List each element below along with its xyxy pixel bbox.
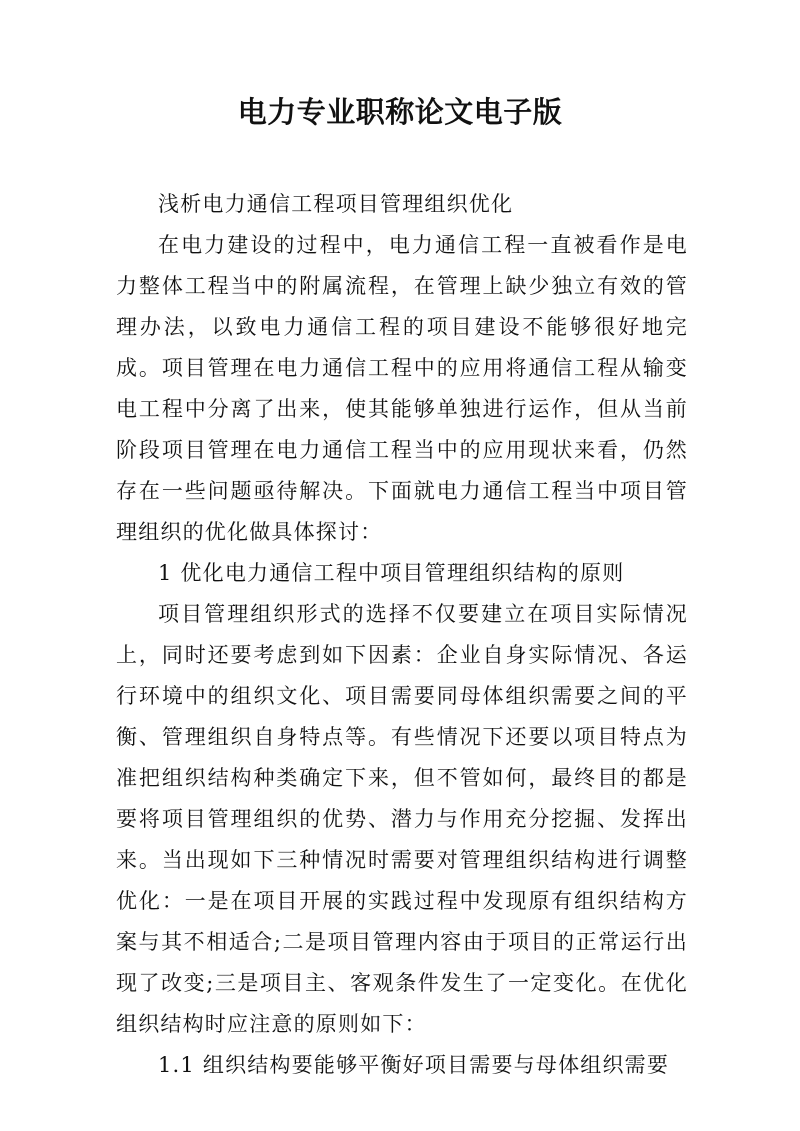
intro-paragraph: 在电力建设的过程中，电力通信工程一直被看作是电力整体工程当中的附属流程，在管理上缺少独立有效的管理办法，以致电力通信工程的项目建设不能够很好地完成。项目管理在电力通信工程中的应用将通信工程从输变电工程中分离了出来，使其能够单独进行运作，但从当前阶段项目管理在电力通信工程当中的应用现状来看，仍然存在一些问题亟待解决。下面就电力通信工程当中项目管理组织的优化做具体探讨： bbox=[116, 233, 688, 544]
section-heading-1: 1 优化电力通信工程中项目管理组织结构的原则 bbox=[158, 561, 625, 585]
article-subtitle: 浅析电力通信工程项目管理组织优化 bbox=[158, 192, 514, 216]
section-1-paragraph: 项目管理组织形式的选择不仅要建立在项目实际情况上，同时还要考虑到如下因素：企业自身实际情况、各运行环境中的组织文化、项目需要同母体组织需要之间的平衡、管理组织自身特点等。有些情况下还要以项目特点为准把组织结构种类确定下来，但不管如何，最终目的都是要将项目管理组织的优势、潜力与作用充分挖掘、发挥出来。当出现如下三种情况时需要对管理组织结构进行调整优化：一是在项目开展的实践过程中发现原有组织结构方案与其不相适合;二是项目管理内容由于项目的正常运行出现了改变;三是项目主、客观条件发生了一定变化。在优化组织结构时应注意的原则如下： bbox=[116, 602, 688, 1036]
document-title: 电力专业职称论文电子版 bbox=[237, 95, 563, 129]
subsection-heading-1-1: 1.1 组织结构要能够平衡好项目需要与母体组织需要 bbox=[158, 1053, 670, 1077]
document-body bbox=[116, 184, 688, 1086]
